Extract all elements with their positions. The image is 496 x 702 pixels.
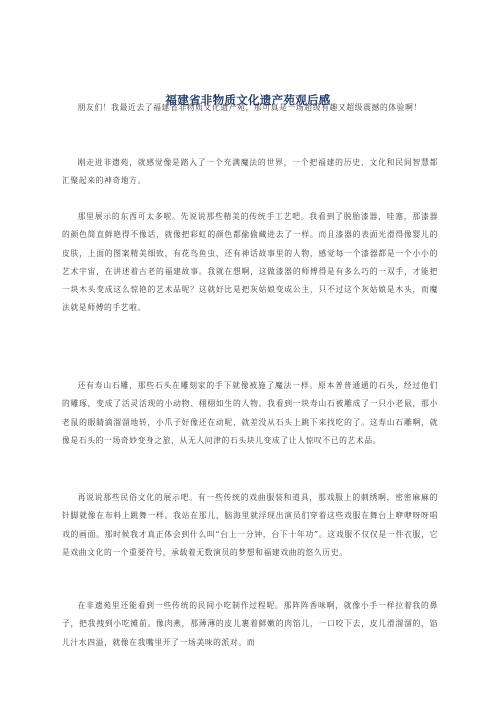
paragraph-entrance: 刚走进非遗苑，就感觉像是踏入了一个充满魔法的世界，一个把福建的历史、文化和民间智慧都汇聚起来的神奇地方。	[62, 158, 438, 186]
paragraph-folk-culture: 再说说那些民俗文化的展示吧。有一些传统的戏曲服装和道具，那戏服上的刺绣啊，密密麻麻的针脚就像在布料上跳舞一样。我站在那儿，脑海里就浮现出演员们穿着这些戏服在舞台上咿咿呀呀唱戏的画面。那时候我才真正体会到什么叫“台上一分钟，台下十年功”。这戏服不仅仅是一件衣服，它是戏曲文化的一个重要符号，承载着无数演员的梦想和福建戏曲的悠久历史。	[62, 493, 438, 557]
paragraph-lacquerware: 那里展示的东西可太多啦。先说说那些精美的传统手工艺吧。我看到了脱胎漆器，哇塞，那漆器的颜色简直鲜艳得不像话，就像把彩虹的颜色都偷偷藏进去了一样。而且漆器的表面光滑得像婴儿的皮肤，上面的图案精美细致，有花鸟鱼虫，还有神话故事里的人物，感觉每一个漆器都是一个小小的艺术宇宙，在讲述着古老的福建故事。我就在想啊，这做漆器的师傅得是有多么巧的一双手，才能把一块木头变成这么惊艳的艺术品呢？这就好比是把灰姑娘变成公主，只不过这个灰姑娘是木头，而魔法就是师傅的手艺啦。	[62, 212, 438, 313]
paragraph-snacks: 在非遗苑里还能看到一些传统的民间小吃制作过程呢。那阵阵香味啊，就像小手一样拉着我的鼻子，把我拽到小吃摊前。像肉燕，那薄薄的皮儿裹着鲜嫩的肉馅儿，一口咬下去，皮儿滑溜溜的，馅儿汁水四溢，就像在我嘴里开了一场美味的派对。而	[62, 601, 438, 647]
paragraph-intro: 朋友们！我最近去了福建省非物质文化遗产苑，那可真是一场超级有趣又超级震撼的体验啊！	[77, 103, 422, 112]
document-title: 福建省非物质文化遗产苑观后感	[165, 92, 331, 107]
paragraph-shoushan-stone: 还有寿山石雕，那些石头在雕刻家的手下就像被施了魔法一样。原本普普通通的石头，经过他们的雕琢，变成了活灵活现的小动物、栩栩如生的人物。我看到一块寿山石被雕成了一只小老鼠，那小老鼠的眼睛滴溜溜地转，小爪子好像还在动呢，就差没从石头上跳下来找吃的了。这寿山石雕啊，就像是石头的一场奇妙变身之旅，从无人问津的石头块儿变成了让人惊叹不已的艺术品。	[62, 381, 438, 445]
